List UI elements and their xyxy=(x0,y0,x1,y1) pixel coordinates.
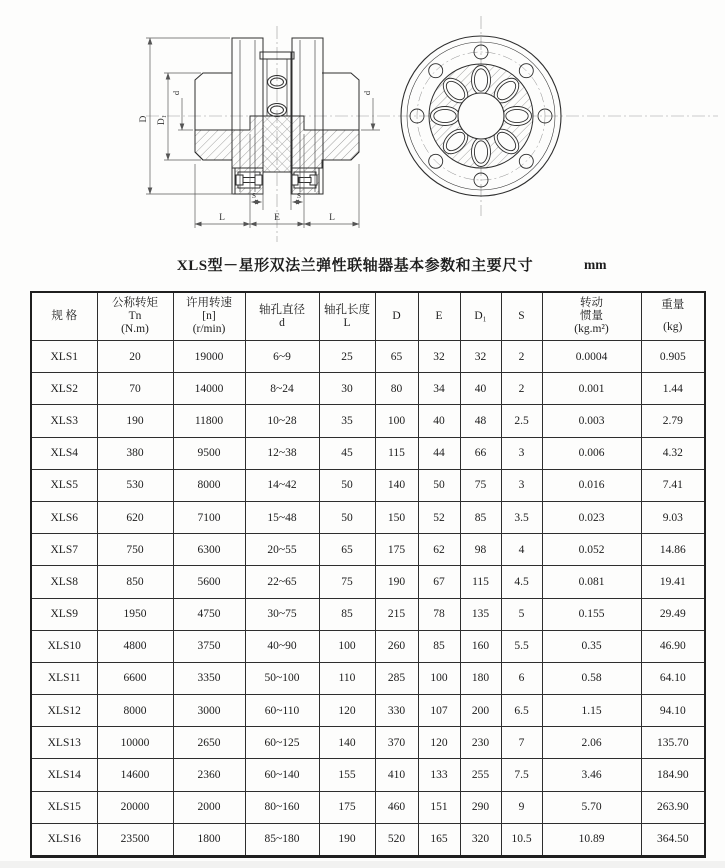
value-cell: 0.081 xyxy=(542,566,641,598)
value-cell: 4 xyxy=(501,534,542,566)
value-cell: 4800 xyxy=(97,630,173,662)
col-header-line: 公称转矩 xyxy=(112,297,158,309)
value-cell: 155 xyxy=(319,759,375,791)
value-cell: 29.49 xyxy=(641,598,705,630)
value-cell: 6 xyxy=(501,662,542,694)
value-cell: 0.35 xyxy=(542,630,641,662)
dim-label-E: E xyxy=(274,213,280,223)
value-cell: 263.90 xyxy=(641,791,705,823)
col-header-line: S xyxy=(518,310,525,322)
value-cell: 62 xyxy=(418,534,460,566)
col-header-bore_d xyxy=(245,292,319,341)
value-cell: 50~100 xyxy=(245,662,319,694)
value-cell: 370 xyxy=(375,727,418,759)
value-cell: 330 xyxy=(375,695,418,727)
table-row xyxy=(31,437,705,469)
value-cell: 150 xyxy=(375,501,418,533)
spec-cell: XLS5 xyxy=(31,469,97,501)
spec-cell: XLS3 xyxy=(31,405,97,437)
col-header-E xyxy=(418,292,460,341)
col-header-line: (r/min) xyxy=(192,323,226,335)
table-row xyxy=(31,405,705,437)
value-cell: 190 xyxy=(319,823,375,856)
value-cell: 15~48 xyxy=(245,501,319,533)
col-header-weight xyxy=(641,292,705,341)
table-row xyxy=(31,566,705,598)
spec-cell: XLS8 xyxy=(31,566,97,598)
value-cell: 14000 xyxy=(173,373,245,405)
value-cell: 32 xyxy=(460,341,501,373)
value-cell: 230 xyxy=(460,727,501,759)
table-row xyxy=(31,791,705,823)
col-header-torque xyxy=(97,292,173,341)
value-cell: 9500 xyxy=(173,437,245,469)
value-cell: 0.0004 xyxy=(542,341,641,373)
value-cell: 30~75 xyxy=(245,598,319,630)
spec-cell: XLS4 xyxy=(31,437,97,469)
col-header-line: 重量 xyxy=(661,299,685,311)
value-cell: 2360 xyxy=(173,759,245,791)
value-cell: 1800 xyxy=(173,823,245,856)
value-cell: 46.90 xyxy=(641,630,705,662)
value-cell: 0.58 xyxy=(542,662,641,694)
value-cell: 3 xyxy=(501,437,542,469)
value-cell: 115 xyxy=(460,566,501,598)
value-cell: 75 xyxy=(460,469,501,501)
table-row xyxy=(31,823,705,856)
value-cell: 85~180 xyxy=(245,823,319,856)
value-cell: 9 xyxy=(501,791,542,823)
value-cell: 0.016 xyxy=(542,469,641,501)
value-cell: 200 xyxy=(460,695,501,727)
value-cell: 115 xyxy=(375,437,418,469)
value-cell: 100 xyxy=(375,405,418,437)
value-cell: 32 xyxy=(418,341,460,373)
dim-label-D: D xyxy=(139,115,149,123)
dim-label-d-right: d xyxy=(362,90,372,96)
value-cell: 2 xyxy=(501,341,542,373)
value-cell: 5 xyxy=(501,598,542,630)
value-cell: 35 xyxy=(319,405,375,437)
col-header-line: D₁ xyxy=(474,310,487,322)
value-cell: 6.5 xyxy=(501,695,542,727)
spec-cell: XLS16 xyxy=(31,823,97,856)
value-cell: 6~9 xyxy=(245,341,319,373)
value-cell: 1.44 xyxy=(641,373,705,405)
value-cell: 67 xyxy=(418,566,460,598)
col-header-line: d xyxy=(279,316,285,329)
value-cell: 530 xyxy=(97,469,173,501)
value-cell: 160 xyxy=(460,630,501,662)
table-header xyxy=(31,292,705,341)
value-cell: 19000 xyxy=(173,341,245,373)
value-cell: 7.5 xyxy=(501,759,542,791)
value-cell: 520 xyxy=(375,823,418,856)
value-cell: 14.86 xyxy=(641,534,705,566)
value-cell: 0.006 xyxy=(542,437,641,469)
value-cell: 8~24 xyxy=(245,373,319,405)
spec-cell: XLS14 xyxy=(31,759,97,791)
value-cell: 750 xyxy=(97,534,173,566)
value-cell: 48 xyxy=(460,405,501,437)
value-cell: 290 xyxy=(460,791,501,823)
value-cell: 133 xyxy=(418,759,460,791)
value-cell: 0.023 xyxy=(542,501,641,533)
spec-cell: XLS13 xyxy=(31,727,97,759)
value-cell: 120 xyxy=(418,727,460,759)
dim-label-S-right: S xyxy=(296,191,302,200)
value-cell: 85 xyxy=(418,630,460,662)
value-cell: 30 xyxy=(319,373,375,405)
col-header-line: (kg.m²) xyxy=(574,323,609,335)
col-header-line: (kg) xyxy=(663,321,683,333)
col-header-line: 轴孔长度 xyxy=(324,303,370,316)
value-cell: 2.79 xyxy=(641,405,705,437)
col-header-line: 许用转速 xyxy=(186,297,232,309)
value-cell: 8000 xyxy=(173,469,245,501)
value-cell: 60~140 xyxy=(245,759,319,791)
col-header-line: 转动 xyxy=(580,297,603,309)
value-cell: 850 xyxy=(97,566,173,598)
unit-label: mm xyxy=(584,257,607,272)
value-cell: 64.10 xyxy=(641,662,705,694)
value-cell: 7100 xyxy=(173,501,245,533)
spec-cell: XLS1 xyxy=(31,341,97,373)
value-cell: 75 xyxy=(319,566,375,598)
col-header-bore_l xyxy=(319,292,375,341)
value-cell: 20~55 xyxy=(245,534,319,566)
value-cell: 380 xyxy=(97,437,173,469)
value-cell: 94.10 xyxy=(641,695,705,727)
spec-cell: XLS7 xyxy=(31,534,97,566)
value-cell: 80 xyxy=(375,373,418,405)
table-row xyxy=(31,598,705,630)
value-cell: 100 xyxy=(319,630,375,662)
value-cell: 85 xyxy=(460,501,501,533)
value-cell: 10.89 xyxy=(542,823,641,856)
value-cell: 135.70 xyxy=(641,727,705,759)
col-header-D xyxy=(375,292,418,341)
value-cell: 215 xyxy=(375,598,418,630)
value-cell: 0.052 xyxy=(542,534,641,566)
col-header-line: 轴孔直径 xyxy=(259,303,305,316)
value-cell: 3750 xyxy=(173,630,245,662)
col-header-line: D xyxy=(392,310,401,322)
col-header-line: Tn xyxy=(128,310,142,322)
table-row xyxy=(31,341,705,373)
value-cell: 40 xyxy=(418,405,460,437)
value-cell: 4750 xyxy=(173,598,245,630)
value-cell: 65 xyxy=(319,534,375,566)
table-row xyxy=(31,759,705,791)
value-cell: 140 xyxy=(319,727,375,759)
value-cell: 260 xyxy=(375,630,418,662)
value-cell: 175 xyxy=(375,534,418,566)
value-cell: 4.5 xyxy=(501,566,542,598)
value-cell: 11800 xyxy=(173,405,245,437)
value-cell: 0.905 xyxy=(641,341,705,373)
table-row xyxy=(31,727,705,759)
col-header-S xyxy=(501,292,542,341)
col-header-line: L xyxy=(343,316,351,329)
value-cell: 0.003 xyxy=(542,405,641,437)
value-cell: 120 xyxy=(319,695,375,727)
value-cell: 60~125 xyxy=(245,727,319,759)
table-row xyxy=(31,373,705,405)
value-cell: 50 xyxy=(418,469,460,501)
value-cell: 460 xyxy=(375,791,418,823)
value-cell: 7.41 xyxy=(641,469,705,501)
value-cell: 410 xyxy=(375,759,418,791)
value-cell: 364.50 xyxy=(641,823,705,856)
value-cell: 107 xyxy=(418,695,460,727)
value-cell: 2000 xyxy=(173,791,245,823)
value-cell: 5.70 xyxy=(542,791,641,823)
value-cell: 14600 xyxy=(97,759,173,791)
table-row xyxy=(31,469,705,501)
value-cell: 6300 xyxy=(173,534,245,566)
value-cell: 165 xyxy=(418,823,460,856)
value-cell: 10.5 xyxy=(501,823,542,856)
value-cell: 6600 xyxy=(97,662,173,694)
table-row xyxy=(31,501,705,533)
value-cell: 52 xyxy=(418,501,460,533)
value-cell: 10~28 xyxy=(245,405,319,437)
value-cell: 190 xyxy=(375,566,418,598)
value-cell: 7 xyxy=(501,727,542,759)
table-body xyxy=(31,341,705,857)
spec-cell: XLS15 xyxy=(31,791,97,823)
spec-cell: XLS10 xyxy=(31,630,97,662)
value-cell: 2 xyxy=(501,373,542,405)
value-cell: 19.41 xyxy=(641,566,705,598)
spec-cell: XLS9 xyxy=(31,598,97,630)
table-row xyxy=(31,662,705,694)
col-header-inertia xyxy=(542,292,641,341)
value-cell: 3.5 xyxy=(501,501,542,533)
value-cell: 151 xyxy=(418,791,460,823)
value-cell: 135 xyxy=(460,598,501,630)
value-cell: 2.5 xyxy=(501,405,542,437)
dim-label-d-left: d xyxy=(171,90,181,96)
value-cell: 1950 xyxy=(97,598,173,630)
value-cell: 4.32 xyxy=(641,437,705,469)
value-cell: 50 xyxy=(319,469,375,501)
value-cell: 10000 xyxy=(97,727,173,759)
dim-label-L-left: L xyxy=(219,213,225,223)
col-header-speed xyxy=(173,292,245,341)
value-cell: 20000 xyxy=(97,791,173,823)
value-cell: 40 xyxy=(460,373,501,405)
value-cell: 60~110 xyxy=(245,695,319,727)
value-cell: 65 xyxy=(375,341,418,373)
spec-cell: XLS6 xyxy=(31,501,97,533)
value-cell: 620 xyxy=(97,501,173,533)
value-cell: 98 xyxy=(460,534,501,566)
value-cell: 285 xyxy=(375,662,418,694)
value-cell: 1.15 xyxy=(542,695,641,727)
value-cell: 66 xyxy=(460,437,501,469)
spec-cell: XLS11 xyxy=(31,662,97,694)
value-cell: 45 xyxy=(319,437,375,469)
value-cell: 22~65 xyxy=(245,566,319,598)
col-header-D1 xyxy=(460,292,501,341)
value-cell: 180 xyxy=(460,662,501,694)
value-cell: 184.90 xyxy=(641,759,705,791)
coupling-spec-table xyxy=(30,291,706,858)
table-row xyxy=(31,630,705,662)
dim-label-S-left: S xyxy=(251,191,257,200)
value-cell: 0.155 xyxy=(542,598,641,630)
value-cell: 8000 xyxy=(97,695,173,727)
value-cell: 34 xyxy=(418,373,460,405)
value-cell: 70 xyxy=(97,373,173,405)
value-cell: 2.06 xyxy=(542,727,641,759)
col-header-line: [n] xyxy=(202,310,216,322)
value-cell: 23500 xyxy=(97,823,173,856)
value-cell: 110 xyxy=(319,662,375,694)
value-cell: 5.5 xyxy=(501,630,542,662)
value-cell: 255 xyxy=(460,759,501,791)
value-cell: 100 xyxy=(418,662,460,694)
value-cell: 9.03 xyxy=(641,501,705,533)
value-cell: 85 xyxy=(319,598,375,630)
dim-label-D1: D₁ xyxy=(157,114,167,126)
col-header-spec xyxy=(31,292,97,341)
table-row xyxy=(31,534,705,566)
value-cell: 20 xyxy=(97,341,173,373)
scan-edge-shading xyxy=(0,861,725,868)
col-header-line: 规 格 xyxy=(51,310,78,322)
value-cell: 78 xyxy=(418,598,460,630)
value-cell: 140 xyxy=(375,469,418,501)
value-cell: 14~42 xyxy=(245,469,319,501)
value-cell: 2650 xyxy=(173,727,245,759)
table-row xyxy=(31,695,705,727)
value-cell: 5600 xyxy=(173,566,245,598)
value-cell: 40~90 xyxy=(245,630,319,662)
value-cell: 190 xyxy=(97,405,173,437)
value-cell: 3 xyxy=(501,469,542,501)
coupling-technical-drawing xyxy=(0,0,725,250)
value-cell: 3350 xyxy=(173,662,245,694)
value-cell: 25 xyxy=(319,341,375,373)
value-cell: 175 xyxy=(319,791,375,823)
value-cell: 3000 xyxy=(173,695,245,727)
table-title: XLS型－星形双法兰弹性联轴器基本参数和主要尺寸 xyxy=(176,258,534,274)
value-cell: 320 xyxy=(460,823,501,856)
dim-label-L-right: L xyxy=(329,213,335,223)
value-cell: 50 xyxy=(319,501,375,533)
col-header-line: (N.m) xyxy=(121,323,149,335)
col-header-line: 惯量 xyxy=(580,310,603,322)
value-cell: 44 xyxy=(418,437,460,469)
spec-cell: XLS2 xyxy=(31,373,97,405)
spec-cell: XLS12 xyxy=(31,695,97,727)
value-cell: 12~38 xyxy=(245,437,319,469)
col-header-line: E xyxy=(435,310,443,322)
value-cell: 80~160 xyxy=(245,791,319,823)
value-cell: 3.46 xyxy=(542,759,641,791)
value-cell: 0.001 xyxy=(542,373,641,405)
